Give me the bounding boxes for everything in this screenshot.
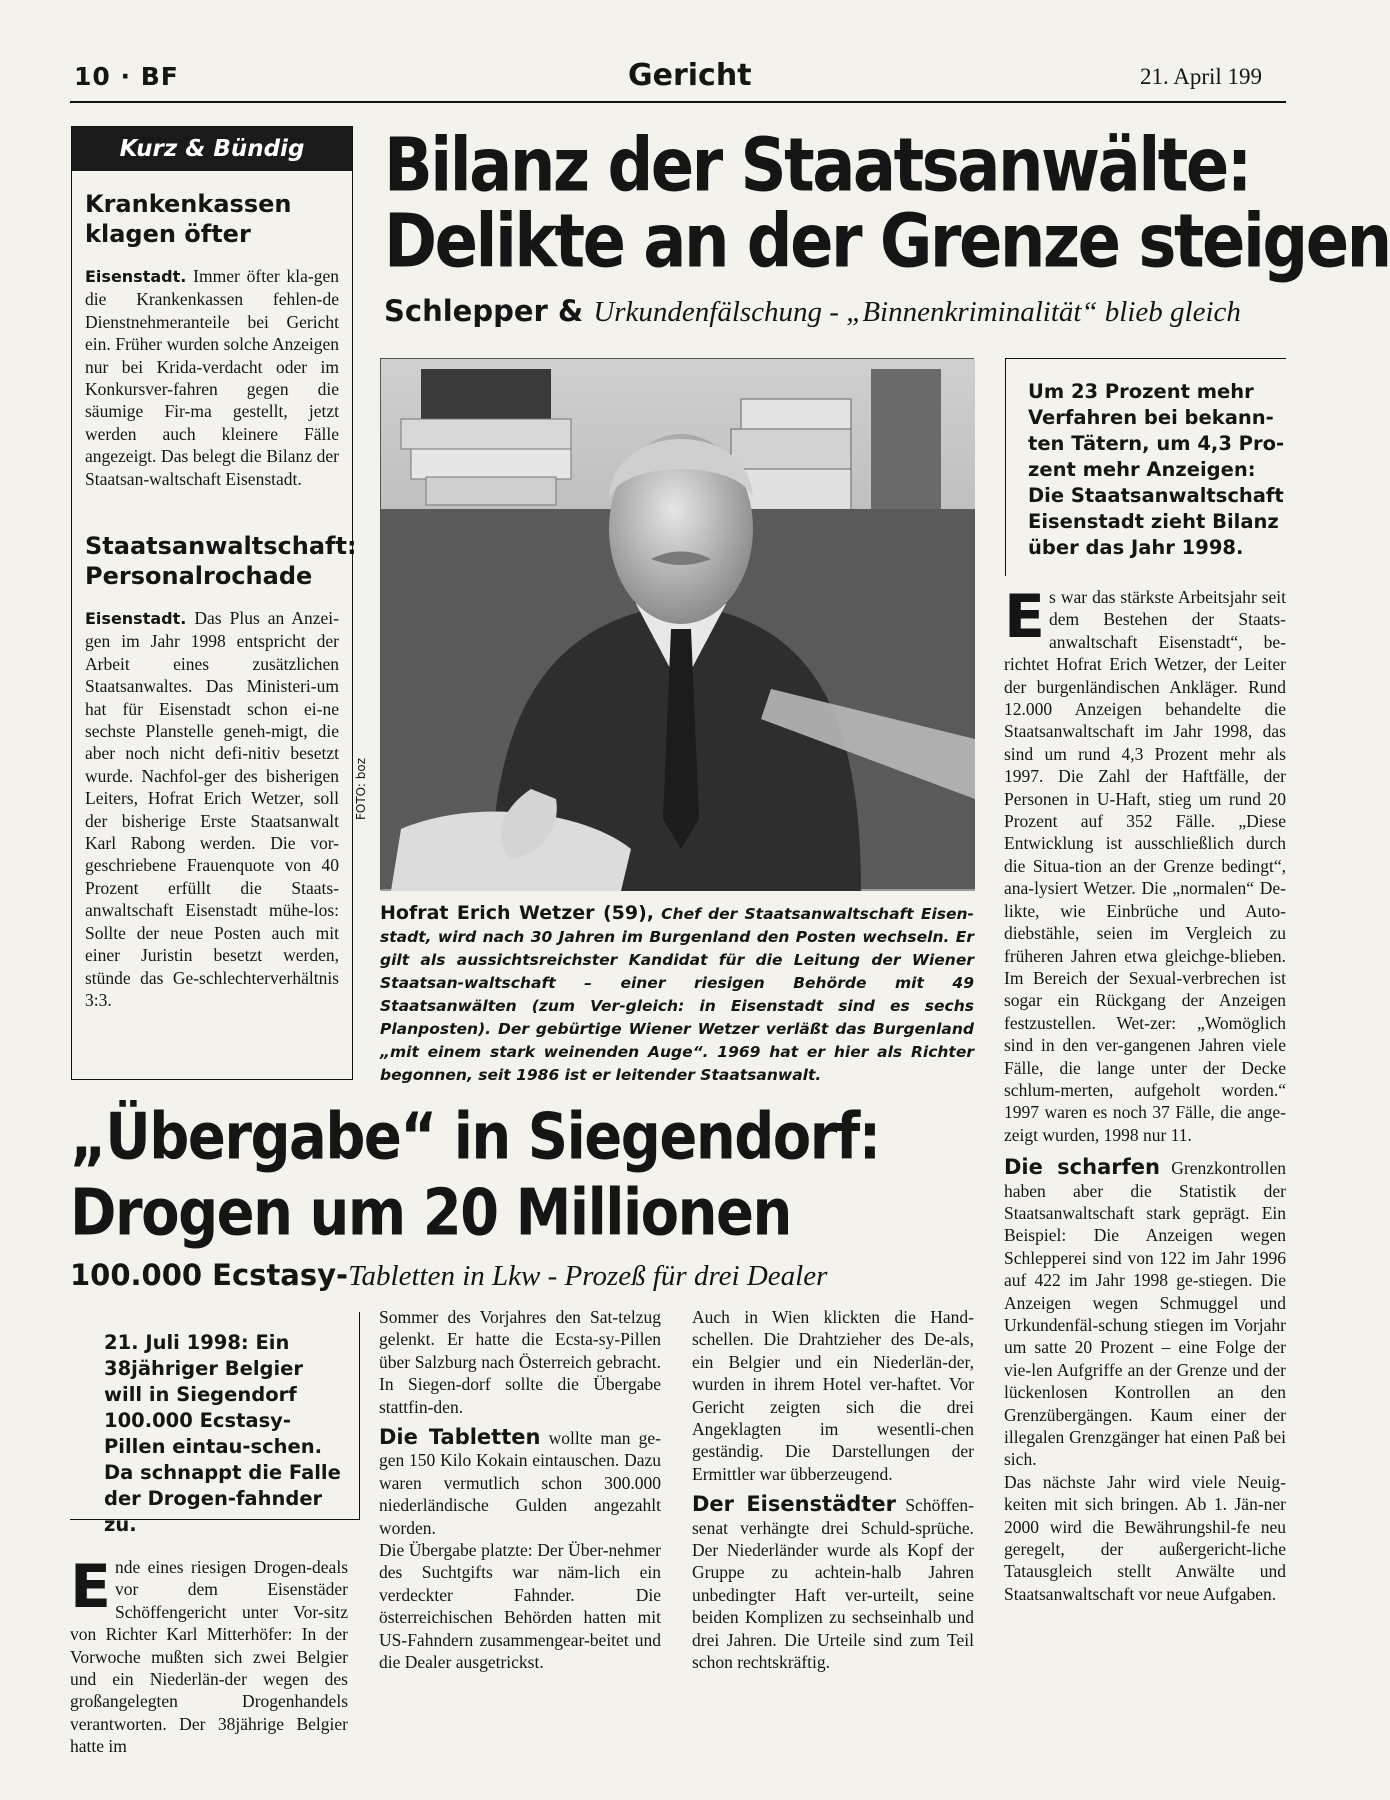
sidebar-item-title: Krankenkassen klagen öfter bbox=[85, 190, 292, 248]
main-subheadline bbox=[384, 294, 1241, 329]
sidebar-item-dateline: Eisenstadt. bbox=[85, 267, 187, 286]
second-article-paragraph bbox=[379, 1539, 661, 1673]
issue-date: 21. April 199 bbox=[1140, 64, 1263, 89]
second-article-paragraph bbox=[692, 1493, 974, 1673]
portrait-illustration bbox=[381, 359, 975, 891]
main-headline-line-2: Delikte an der Grenze steigen bbox=[384, 200, 1390, 286]
second-article-text: Die Übergabe platzte: Der Über-nehmer des Suchtgifts war näm-lich ein verdeckter Fahnder. Die österreichischen Behörden hatten mit US-Fahndern zusammengear-beitet und die Dealer ausgetrickst. bbox=[379, 1540, 661, 1673]
page-id: 10 · BF bbox=[74, 62, 179, 91]
second-subheadline-italic: Tabletten in Lkw - Prozeß für drei Dealer bbox=[348, 1260, 828, 1292]
portrait-photo bbox=[380, 358, 974, 890]
second-headline-line-2: Drogen um 20 Millionen bbox=[70, 1176, 791, 1251]
main-article-paragraph bbox=[1004, 1156, 1286, 1471]
main-article-paragraph bbox=[1004, 582, 1286, 1146]
main-subheadline-italic: Urkundenfälschung - „Binnenkriminalität“ blieb gleich bbox=[593, 296, 1241, 328]
teaser-box bbox=[70, 1312, 360, 1536]
second-headline-line-1: „Übergabe“ in Siegendorf: bbox=[70, 1100, 880, 1175]
second-article-text: Schöffen-senat verhängte drei Schuld-sprüche. Der Niederländer wurde als Kopf der Gruppe zu achtein-halb Jahren unbedingter Haft ver-urteilt, seine beiden Komplizen zu sechseinhalb und drei Jahren. Die Urteile sind zum Teil schon rechtskräftig. bbox=[692, 1495, 974, 1673]
second-article-text: Sommer des Vorjahres den Sat-telzug gelenkt. Er hatte die Ecsta-sy-Pillen über Salzburg nach Österreich gebracht. In Siegen-dorf sollte die Übergabe stattfin-den. bbox=[379, 1307, 661, 1417]
main-article-body bbox=[1004, 582, 1286, 1605]
second-article-paragraph bbox=[692, 1306, 974, 1485]
section-title: Gericht bbox=[628, 58, 752, 93]
intro-text: Um 23 Prozent mehr Verfahren bei bekann-ten Tätern, um 4,3 Pro-zent mehr Anzeigen: Die Staatsanwaltschaft Eisenstadt zieht Bilanz über das Jahr 1998. bbox=[1028, 380, 1285, 559]
photo-credit: FOTO: boz bbox=[354, 757, 368, 820]
lead-in: Die Tabletten bbox=[379, 1425, 541, 1450]
second-article-column-2 bbox=[379, 1306, 661, 1674]
kurz-buendig-banner: Kurz & Bündig bbox=[72, 127, 352, 171]
sidebar-item-title: Staatsanwaltschaft: Personalrochade bbox=[85, 532, 357, 590]
sidebar-item-dateline: Eisenstadt. bbox=[85, 609, 187, 628]
second-article-text: nde eines riesigen Drogen-deals vor dem Eisenstäder Schöffengericht unter Vor-sitz von Richter Karl Mitterhöfer: In der Vorwoche mußten sich zwei Belgier und ein Niederlän-der wegen des großangelegten Drogenhandels verantworten. Der 38jährige Belgier hatte im bbox=[70, 1557, 348, 1757]
main-article-text: Grenzkontrollen haben aber die Statistik der Staatsanwaltschaft stark geprägt. Ein Beispiel: Die Anzeigen wegen Schlepperei sind von 122 im Jahr 1996 auf 422 im Jahr 1998 ge-stiegen. Die Anzeigen wegen Schmuggel und Urkundenfäl-schung stiegen im Vorjahr um satte 20 Prozent – eine Folge der vie-len Aufgriffe an der Grenze und der lückenlosen Kontrollen an den Grenzübergängen. Kaum einer der illegalen Grenzgänger hat einen Paß bei sich. bbox=[1004, 1158, 1286, 1470]
main-article-paragraph bbox=[1004, 1471, 1286, 1605]
second-article-paragraph bbox=[379, 1306, 661, 1418]
main-article-text: Das nächste Jahr wird viele Neuig-keiten mit sich bringen. Ab 1. Jän-ner 2000 wird die Bewährungshil-fe neu geregelt, der außergericht-liche Tatausgleich stellt Anwälte und Staatsanwaltschaft vor neue Aufgaben. bbox=[1004, 1471, 1286, 1604]
second-article-column-3 bbox=[692, 1306, 974, 1674]
sidebar-item-body: Immer öfter kla-gen die Krankenkassen fehlen-de Dienstnehmeranteile bei Gericht ein. Früher wurden solche Anzeigen nur bei Krida-verdacht oder im Konkursver-fahren gegen die säumige Fir-ma gestellt, jetzt werden auch kleinere Fälle angezeigt. Das belegt die Bilanz der Staatsan-waltschaft Eisenstadt. bbox=[85, 266, 339, 489]
intro-box bbox=[1005, 358, 1286, 576]
sidebar-item-body: Das Plus an Anzei-gen im Jahr 1998 entspricht der Arbeit eines zusätzlichen Staatsanwaltes. Das Ministeri-um hat für Eisenstadt schon ei-ne sechste Planstelle geneh-migt, die aber noch nicht defi-nitiv besetzt wurde. Nachfol-ger des bisherigen Leiters, Hofrat Erich Wetzer, soll der bisherige Erste Staatsanwalt Karl Rabong werden. Die vor-geschriebene Frauenquote von 40 Prozent erfüllt die Staats-anwaltschaft Eisenstadt mühe-los: Sollte der neue Posten auch mit einer Juristin besetzt werden, stünde das Ge-schlechterverhältnis 3:3. bbox=[85, 608, 339, 1010]
main-subheadline-bold: Schlepper & bbox=[384, 294, 594, 328]
second-article-paragraph bbox=[379, 1426, 661, 1539]
photo-caption bbox=[380, 902, 974, 1087]
sidebar-item-text bbox=[85, 607, 339, 1011]
second-subheadline bbox=[70, 1258, 827, 1293]
dropcap: E bbox=[70, 1552, 111, 1622]
main-headline-line-1: Bilanz der Staatsanwälte: bbox=[384, 124, 1250, 210]
second-article-text: Auch in Wien klickten die Hand-schellen. Die Drahtzieher des De-als, ein Belgier und ein Niederlän-der, wurden in ihrem Hotel ver-haftet. Vor Gericht zeigten sich die drei Angeklagten im wesentli-chen geständig. Die Darstellungen der Ermittler war übberzeugend. bbox=[692, 1307, 974, 1484]
sidebar-item-text bbox=[85, 265, 339, 490]
lead-in: Die scharfen bbox=[1004, 1155, 1160, 1180]
second-subheadline-bold: 100.000 Ecstasy- bbox=[70, 1258, 349, 1292]
lead-in: Der Eisenstädter bbox=[692, 1492, 896, 1517]
kurz-buendig-box bbox=[71, 126, 357, 1080]
caption-text: Chef der Staatsanwaltschaft Eisen-stadt, wird nach 30 Jahren im Burgenland den Posten wechseln. Er gilt als aussichtsreichster Kandidat für die Leitung der Wiener Staatsan-waltschaft – einer riesigen Behörde mit 49 Staatsanwälten (zum Ver-gleich: in Eisenstadt sind es sechs Planposten). Der gebürtige Wiener Wetzer verläßt das Burgenland „mit einem stark weinenden Auge“. 1969 hat er hier als Richter begonnen, seit 1986 ist er leitender Staatsanwalt. bbox=[380, 905, 974, 1084]
teaser-text: 21. Juli 1998: Ein 38jähriger Belgier will in Siegendorf 100.000 Ecstasy-Pillen eintau-schen. Da schnappt die Falle der Drogen-fahnder zu. bbox=[104, 1331, 341, 1536]
caption-name: Hofrat Erich Wetzer (59), bbox=[380, 902, 654, 924]
header-rule bbox=[70, 101, 1286, 103]
main-article-text: s war das stärkste Arbeitsjahr seit dem Bestehen der Staats-anwaltschaft Eisenstadt“, be-richtet Hofrat Erich Wetzer, der Leiter der burgenländischen Ankläger. Rund 12.000 Anzeigen behandelte die Staatsanwaltschaft im Jahr 1998, das sind um rund 4,3 Prozent mehr als 1997. Die Zahl der Haftfälle, der Personen in U-Haft, stieg um rund 20 Prozent auf 352 Fälle. „Diese Entwicklung ist ausschließlich durch die Situa-tion an der Grenze bedingt“, ana-lysiert Wetzer. Die „normalen“ De-likte, wie Einbrüche und Auto-diebstähle, seien im Vergleich zu früheren Jahren etwa gleichge-blieben. Im Bereich der Sexual-verbrechen ist sogar ein Rückgang der Anzeigen festzustellen. Wet-zer: „Womöglich sind in den ver-gangenen Jahren viele Fälle, die lange unter der Decke schlum-merten, aufgeholt worden.“ 1997 waren es noch 37 Fälle, die ange-zeigt wurden, 1998 nur 11. bbox=[1004, 587, 1286, 1145]
second-article-column-1 bbox=[70, 1552, 348, 1758]
second-article-paragraph bbox=[70, 1552, 348, 1758]
second-article-text: wollte man ge-gen 150 Kilo Kokain eintauschen. Dazu waren vermutlich schon 300.000 niederländische Gulden angezahlt worden. bbox=[379, 1428, 661, 1538]
dropcap: E bbox=[1004, 582, 1045, 652]
